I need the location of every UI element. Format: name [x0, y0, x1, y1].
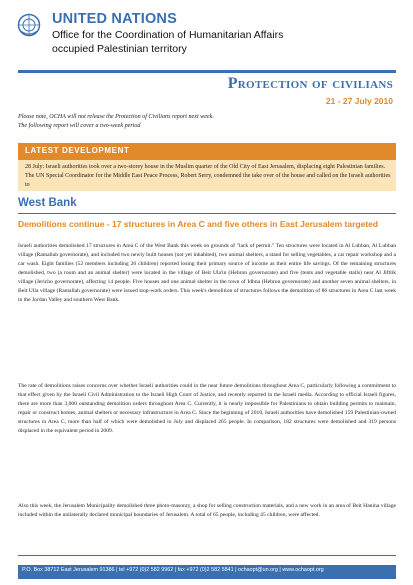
- report-title: Protection of civilians: [227, 75, 393, 92]
- footer-divider: [18, 555, 396, 556]
- section-subheading: Demolitions continue - 17 structures in Area C and five others in East Jerusalem targeted: [18, 219, 379, 229]
- section-divider: [18, 213, 396, 214]
- footer-contact-text: P.O. Box 38712 East Jerusalem 91386 | tel +972 (0)2 582 9962 | fax +972 (0)2 582 5841 | ochaopt@un.org | www.ochaopt.org: [22, 567, 324, 573]
- organization-name: UNITED NATIONS: [52, 11, 177, 27]
- body-paragraph: The rate of demolitions raises concerns over whether Israeli authorities could in the near future demolitions throughout Area C, particularly following a commitment to that effect given by the Israeli Civil Administration to the Israeli High Court of Justice, and recently reported in the Israeli media. According to official Israeli figures, there are more than 3,000 outstanding demolition orders throughout Area C. Currently, it is nearly impossible for Palestinians to obtain building permits to maintain, repair or construct homes, animal shelters or necessary infrastructure in Area C. Since the beginning of 2010, Israeli authorities have demolished 159 Palestinian-owned structures in Area C, more than half of which were demolished in July and displaced 265 people. In comparison, 182 structures were demolished and 319 persons displaced in the equivalent period in 2009.: [18, 383, 396, 435]
- latest-development-title: LATEST DEVELOPMENT: [25, 146, 130, 155]
- notice-line-2: The following report will cover a two-week period: [18, 123, 141, 129]
- report-dates: 21 - 27 July 2010: [325, 96, 393, 106]
- release-notice: [18, 113, 396, 131]
- office-name: Office for the Coordination of Humanitarian Affairs: [52, 29, 284, 41]
- body-paragraph: Israeli authorities demolished 17 structures in Area C of the West Bank this week on grounds of "lack of permit." Ten structures were located in Al Lubban, Al Lubban village (Ramallah governorate), and included two newly built houses (not yet inhabited), two animal shelters, a stand for selling vegetables, a car repair workshop and a car wash. Eight families (52 members including 26 children) reported losing their primary source of income as their entire life savings. Of the remaining structures demolished, two (a room and an animal shelter) were located in the village of Beit Ula'in (Hebron governorate) and five (tents and vegetable stalls) near Al Jiftlik village (Jericho governorate), affecting 14 people. Five houses and one animal shelter in the town of Idhna (Hebron governorate) and another seven animal shelters, in Beit Ulla village (Ramallah governorate) were issued stop-work orders. This week's demolition of structures follows the demolition of 86 structures in Area C last week in the Jordan Valley and southern West Bank.: [18, 243, 396, 304]
- header-divider: [18, 70, 396, 73]
- body-paragraph: Also this week, the Jerusalem Municipality demolished three photo-masonry, a shop for selling construction materials, and a new work in an area of Beit Hanina village included within the unilaterally declared municipal boundaries of Jerusalem. A total of 65 people, including 45 children, were affected.: [18, 503, 396, 519]
- section-title-west-bank: West Bank: [18, 197, 77, 209]
- latest-development-text: 28 July: Israeli authorities took over a two-storey house in the Muslim quarter of the Old City of East Jerusalem, displacing eight Palestinian families. The UN Special Coordinator for the Middle East Peace Process, Robert Serry, condemned the take over of the house and called on the Israeli authorities to: [25, 164, 391, 189]
- un-emblem-icon: [17, 13, 41, 37]
- notice-line-1: Please note, OCHA will not release the Protection of Civilians report next week.: [18, 114, 214, 120]
- territory-name: occupied Palestinian territory: [52, 43, 187, 55]
- report-header: [0, 0, 413, 75]
